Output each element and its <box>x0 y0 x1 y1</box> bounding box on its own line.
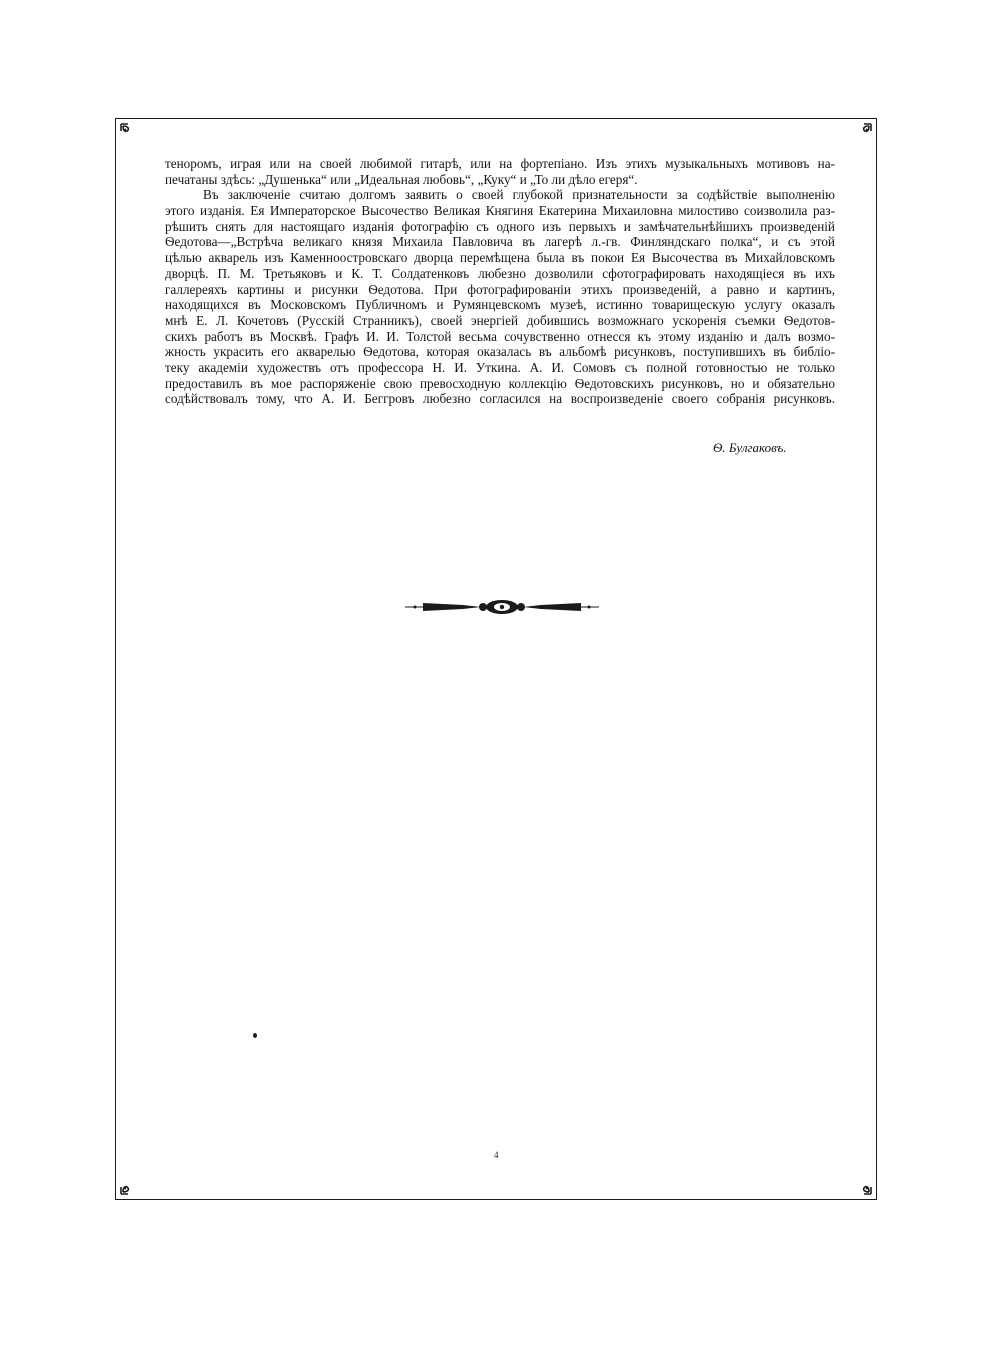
text-line: предоставилъ въ мое распоряженіе свою превосходную коллекцію Ѳедотовскихъ рисунковъ, но и обязательно <box>165 375 835 391</box>
text-line: теноромъ, играя или на своей любимой гитарѣ, или на фортепіано. Изъ этихъ музыкальныхъ мотивовъ на- <box>165 156 835 171</box>
author-signature: Ѳ. Булгаковъ. <box>713 440 787 455</box>
text-line: содѣйствовалъ тому, что А. И. Беггровъ любезно согласился на воспроизведеніе своего собранія рисунковъ. <box>165 391 835 407</box>
text-line: Ѳедотова—„Встрѣча великаго князя Михаила Павловича въ лагерѣ л.-гв. Финляндскаго полка“, и съ этой <box>165 234 835 250</box>
page-number: 4 <box>494 1150 499 1160</box>
corner-ornament-icon <box>855 1178 873 1196</box>
text-line: Въ заключеніе считаю долгомъ заявить о своей глубокой признательности за содѣйствіе выполненію <box>203 187 835 203</box>
corner-ornament-icon <box>855 122 873 140</box>
text-line: галлереяхъ картины и рисунки Ѳедотова. При фотографированіи этихъ произведеній, а равно и картинъ, <box>165 281 835 297</box>
text-line: находящихся въ Московскомъ Публичномъ и Румянцевскомъ музеѣ, истинно товарищескую услугу оказалъ <box>165 297 835 313</box>
ink-speck <box>253 1033 257 1038</box>
text-line: печатаны здѣсь: „Душенька“ или „Идеальная любовь“, „Куку“ и „То ли дѣло егеря“. <box>165 171 638 187</box>
text-line: этого изданія. Ея Императорское Высочество Великая Княгиня Екатерина Михаиловна милостиво соизволила раз- <box>165 203 835 219</box>
text-line: теку академіи художествъ отъ профессора Н. И. Уткина. А. И. Сомовъ съ полной готовностью не только <box>165 359 835 375</box>
text-line: мнѣ Е. Л. Кочетовъ (Русскій Странникъ), своей энергіей добившись возможнаго ускоренія съемки Ѳедотов- <box>165 312 835 328</box>
body-text <box>165 156 835 407</box>
text-line: скихъ работъ въ Москвѣ. Графъ И. И. Толстой весьма сочувственно отнесся къ этому изданію и далъ возмо- <box>165 328 835 344</box>
divider-ornament-icon <box>403 597 601 617</box>
text-line: жность украсить его акварелью Ѳедотова, которая оказалась въ альбомѣ рисунковъ, поступившихъ въ библіо- <box>165 344 835 360</box>
corner-ornament-icon <box>119 1178 137 1196</box>
text-line: рѣшить снять для настоящаго изданія фотографію съ одного изъ первыхъ и замѣчательнѣйшихъ произведеній <box>165 218 835 234</box>
corner-ornament-icon <box>119 122 137 140</box>
text-line: дворцѣ. П. М. Третьяковъ и К. Т. Солдатенковъ любезно дозволили сфотографировать находящіеся въ ихъ <box>165 265 835 281</box>
text-line: цѣлью акварель изъ Каменноостровскаго дворца перемѣщена была въ покои Ея Высочества въ Михайловскомъ <box>165 250 835 266</box>
